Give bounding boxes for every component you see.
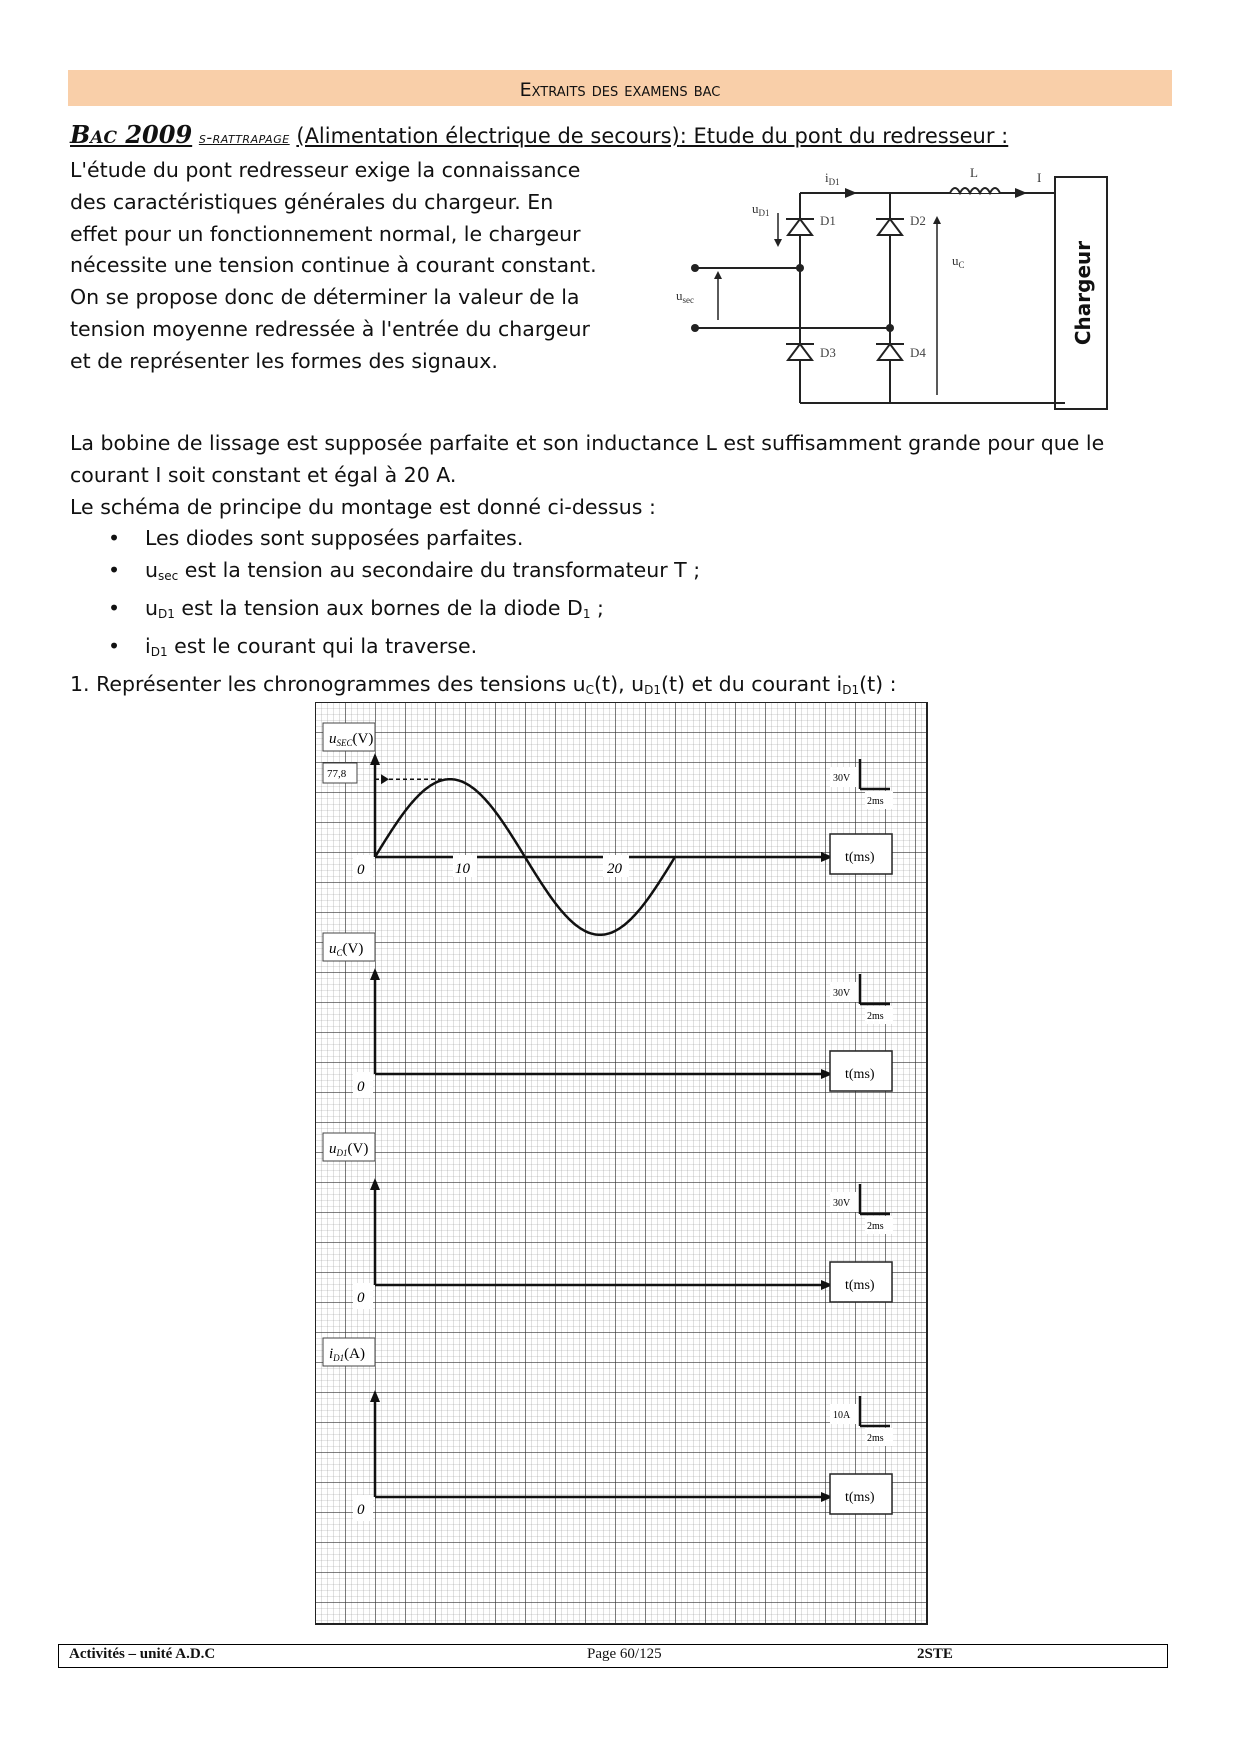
tick-label-10: 10: [455, 861, 470, 877]
list-item: • $u_{D1}$ est la tension aux bornes de la diode $D_1$ ;: [70, 593, 1180, 631]
origin-label: 0: [357, 1290, 365, 1306]
footer-class: 2STE: [917, 1646, 953, 1662]
voltage-scale-label: 30V: [833, 988, 851, 999]
list-item: • $i_{D1}$ est le courant qui la traverse.: [70, 631, 1180, 669]
y-axis-label: $u_{SEC}(V)$: [329, 731, 374, 748]
tick-label-20: 20: [607, 861, 622, 877]
origin-label: 0: [357, 1502, 365, 1518]
label-u-d1-sub: D1: [758, 208, 770, 218]
footer-unit: Activités – unité A.D.C: [69, 1646, 216, 1662]
t-axis-label: t(ms): [845, 1278, 875, 1293]
label-chargeur: Chargeur: [1071, 240, 1095, 346]
label-i-d1-sub: D1: [828, 177, 840, 187]
svg-text:iD1: [825, 170, 840, 187]
exam-session: s-rattrapage: [198, 128, 290, 147]
chronogram-graph-paper: [315, 702, 930, 1627]
label-i-d1: i: [825, 170, 829, 185]
label-u-sec-sub: sec: [682, 295, 694, 305]
label-d3: D3: [820, 345, 836, 360]
origin-label: 0: [357, 1079, 365, 1095]
intro-line: nécessite une tension continue à courant constant.: [70, 253, 597, 278]
diode-d2: [878, 219, 902, 235]
svg-text:uD1: [752, 201, 770, 218]
intro-line: On se propose donc de déterminer la valeur de la: [70, 285, 580, 310]
svg-text:usec: [676, 288, 694, 305]
origin-label: 0: [357, 862, 365, 878]
t-axis-label: t(ms): [845, 1067, 875, 1082]
diode-d3: [788, 344, 812, 360]
page-footer: [58, 1644, 1168, 1668]
label-d1: D1: [820, 213, 836, 228]
exam-topic: : Etude du pont du redresseur :: [679, 124, 1009, 148]
header-banner: [68, 70, 1172, 106]
t-axis-label: t(ms): [845, 1490, 875, 1505]
body-text: [70, 428, 1180, 706]
label-u-c-sub: C: [958, 260, 965, 270]
list-item: • Les diodes sont supposées parfaites.: [70, 523, 1180, 555]
intro-paragraph: [70, 155, 630, 378]
label-L: L: [970, 165, 978, 180]
diode-d1: [788, 219, 812, 235]
svg-text:uC: [952, 253, 965, 270]
inductor-L: [950, 188, 1000, 193]
intro-line: L'étude du pont redresseur exige la connaissance: [70, 158, 581, 182]
exam-subject: (Alimentation électrique de secours): [296, 124, 680, 148]
y-axis-label: $u_{D1}(V)$: [329, 1141, 369, 1158]
intro-line: des caractéristiques générales du chargeur. En: [70, 189, 554, 214]
time-scale-label: 2ms: [867, 1221, 884, 1232]
y-axis-label: $u_C(V)$: [329, 941, 364, 958]
banner-text: Extraits des examens bac: [519, 79, 721, 101]
list-item: • $u_{sec}$ est la tension au secondaire du transformateur T ;: [70, 555, 1180, 593]
voltage-scale-label: 30V: [833, 1198, 851, 1209]
intro-line: et de représenter les formes des signaux.: [70, 348, 498, 373]
time-scale-label: 2ms: [867, 1011, 884, 1022]
question-1: 1. Représenter les chronogrammes des tensions $u_C(t)$, $u_{D1}(t)$ et du courant $i_{D1}(t)$ :: [70, 671, 897, 697]
label-u-c: u: [952, 253, 959, 268]
time-scale-label: 2ms: [867, 796, 884, 807]
label-d4: D4: [910, 345, 926, 360]
peak-value-label: 77,8: [327, 768, 347, 780]
label-u-sec: u: [676, 288, 683, 303]
section-title: [70, 120, 1008, 149]
label-I: I: [1037, 170, 1042, 185]
voltage-scale-label: 30V: [833, 773, 851, 784]
voltage-scale-label: 10A: [833, 1410, 851, 1421]
t-axis-label: t(ms): [845, 850, 875, 865]
diode-d4: [878, 344, 902, 360]
exam-year: Bac 2009: [70, 120, 193, 149]
rectifier-circuit-diagram: [660, 155, 1130, 420]
time-scale-label: 2ms: [867, 1433, 884, 1444]
body-line: courant I soit constant et égal à 20 A.: [70, 462, 457, 487]
intro-line: tension moyenne redressée à l'entrée du chargeur: [70, 316, 590, 341]
body-line: Le schéma de principe du montage est donné ci-dessus :: [70, 494, 656, 519]
label-u-d1: u: [752, 201, 759, 216]
label-d2: D2: [910, 213, 926, 228]
body-line: La bobine de lissage est supposée parfaite et son inductance L est suffisamment grande pour que le: [70, 431, 1105, 455]
intro-line: effet pour un fonctionnement normal, le chargeur: [70, 221, 581, 246]
footer-page-number: Page 60/125: [587, 1646, 662, 1662]
y-axis-label: $i_{D1}(A)$: [329, 1346, 365, 1363]
assumption-list: [70, 523, 1180, 668]
